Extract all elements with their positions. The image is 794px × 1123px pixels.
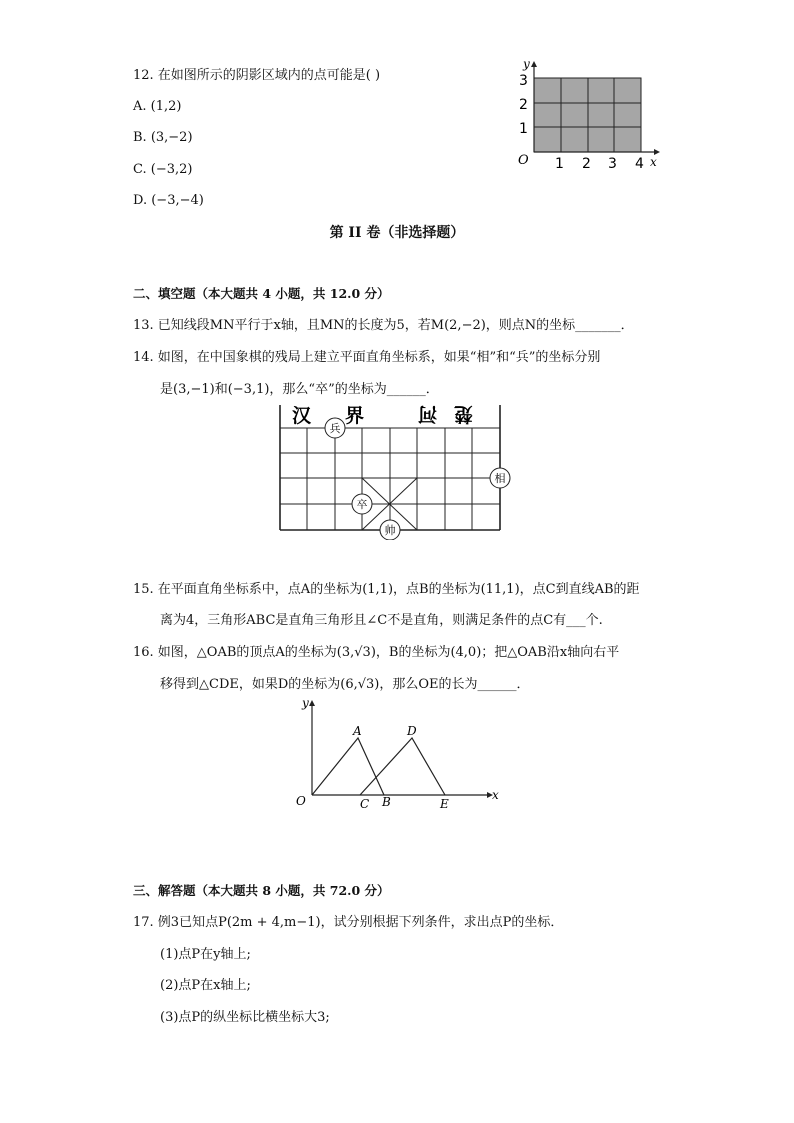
shaded-region [534,78,641,152]
q12-option-b: B. (3,−2) [133,130,193,145]
piece-shuai [380,520,400,540]
piece-xiang [490,468,510,488]
y-axis-label: y [523,57,530,71]
q15-line2: 离为4，三角形ABC是直角三角形且∠C不是直角，则满足条件的点C有___个. [160,613,603,628]
x-axis-label: x [650,155,657,169]
triangle-cde [360,738,445,795]
piece-bing [325,418,345,438]
part2-header: 二、填空题（本大题共 4 小题，共 12.0 分） [133,286,390,301]
part3-header: 三、解答题（本大题共 8 小题，共 72.0 分） [133,883,390,898]
y-axis-label: y [302,696,309,710]
q17-stem: 17. 例3已知点P(2m + 4,m−1)，试分别根据下列条件，求出点P的坐标． [133,915,564,930]
x-tick-4: 4 [635,156,644,171]
q12-stem: 12. 在如图所示的阴影区域内的点可能是( ) [133,68,381,83]
chess-board-figure [270,400,515,540]
q17-item-1: (1)点P在y轴上; [160,947,251,962]
piece-zu [352,494,372,514]
piece-zu-label: 卒 [356,498,368,511]
q16-line2: 移得到△CDE，如果D的坐标为(6,√3)，那么OE的长为______． [160,677,530,692]
q12-option-a: A. (1,2) [133,99,182,114]
label-c: C [360,797,370,811]
y-tick-3: 3 [519,73,528,89]
q12-figure [508,56,668,171]
q14-line2: 是(3,−1)和(−3,1)，那么“卒”的坐标为______． [160,382,439,397]
q13-text: 13. 已知线段MN平行于x轴，且MN的长度为5，若M(2,−2)，则点N的坐标_______． [133,318,634,333]
q16-figure [290,695,505,815]
x-tick-1: 1 [555,156,564,171]
q12-option-c: C. (−3,2) [133,162,193,177]
x-axis-label: x [492,788,499,802]
q16-line1: 16. 如图，△OAB的顶点A的坐标为(3,√3)，B的坐标为(4,0)；把△OAB沿x轴向右平 [133,645,620,660]
piece-bing-label: 兵 [329,422,341,435]
label-d: D [407,724,417,738]
river-label-han: 汉 [292,405,312,427]
origin-label: O [518,153,529,168]
y-tick-2: 2 [519,97,528,113]
q17-item-2: (2)点P在x轴上; [160,978,251,993]
q14-line1: 14. 如图，在中国象棋的残局上建立平面直角坐标系，如果“相”和“兵”的坐标分别 [133,350,601,365]
river-label-jie: 界 [345,405,365,427]
river-label-chu: 楚 [453,403,473,425]
x-tick-2: 2 [582,156,591,171]
label-o: O [296,794,306,808]
river-label-he: 河 [417,403,437,425]
piece-xiang-label: 相 [494,472,506,485]
label-a: A [353,724,362,738]
section-2-title: 第 II 卷（非选择题） [329,225,465,241]
triangle-oab [312,738,384,795]
y-tick-1: 1 [519,121,528,137]
label-b: B [382,795,391,809]
x-tick-3: 3 [608,156,617,171]
label-e: E [440,797,449,811]
q15-line1: 15. 在平面直角坐标系中，点A的坐标为(1,1)，点B的坐标为(11,1)，点C到直线AB的距 [133,582,640,597]
q17-item-3: (3)点P的纵坐标比横坐标大3; [160,1010,330,1025]
piece-shuai-label: 帅 [384,524,396,537]
q12-option-d: D. (−3,−4) [133,193,204,208]
